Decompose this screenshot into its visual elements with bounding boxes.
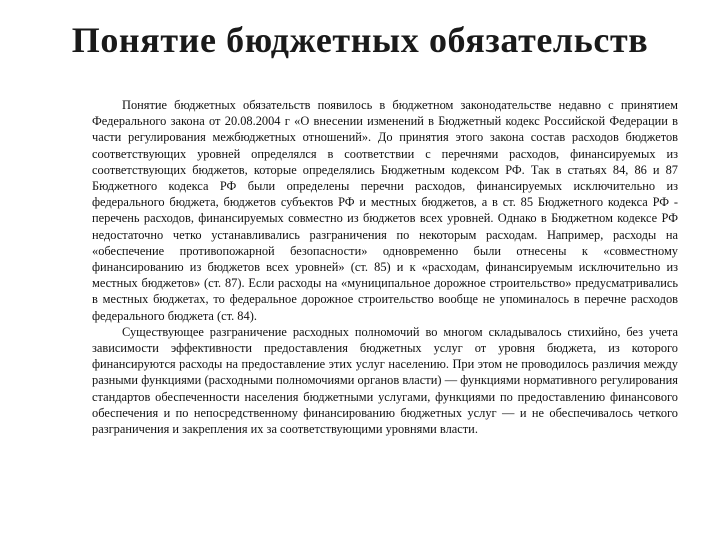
slide-body — [92, 97, 678, 437]
paragraph-2: Существующее разграничение расходных полномочий во многом складывалось стихийно, без учета зависимости эффективности предоставления бюджетных услуг от уровня бюджета, из которого финансируются расходы на предоставление этих услуг населению. При этом не проводилось различия между разными функциями (расходными полномочиями органов власти) — функциями нормативного регулирования стандартов обеспеченности населения бюджетными услугами, функциями по предоставлению финансового обеспечения и по непосредственному финансированию бюджетных услуг — и не обеспечивалось четкого разграничения и закрепления их за соответствующими уровнями власти. — [92, 324, 678, 437]
paragraph-1: Понятие бюджетных обязательств появилось в бюджетном законодательстве недавно с принятием Федерального закона от 20.08.2004 г «О внесении изменений в Бюджетный кодекс Российской Федерации в части регулирования межбюджетных отношений». До принятия этого закона состав расходов бюджетов соответствующих уровней определялся в соответствии с перечнями расходов, финансируемых из соответствующих бюджетов, которые определялись Бюджетным кодексом РФ. Так в статьях 84, 86 и 87 Бюджетного кодекса РФ были определены перечни расходов, финансируемых исключительно из федерального бюджета, бюджетов субъектов РФ и местных бюджетов, а в ст. 85 Бюджетного кодекса РФ - перечень расходов, финансируемых совместно из бюджетов всех уровней. Однако в Бюджетном кодексе РФ недостаточно четко устанавливались разграничения по некоторым расходам. Например, расходы на «обеспечение противопожарной безопасности» одновременно были отнесены к «совместному финансированию из бюджетов всех уровней» (ст. 85) и к «расходам, финансируемым исключительно из местных бюджетов» (ст. 87). Если расходы на «муниципальное дорожное строительство» предусматривались в местных бюджетах, то федеральное дорожное строительство вообще не упоминалось в перечне расходов федерального бюджета (ст. 84). — [92, 98, 678, 323]
slide-title: Понятие бюджетных обязательств — [71, 20, 649, 60]
